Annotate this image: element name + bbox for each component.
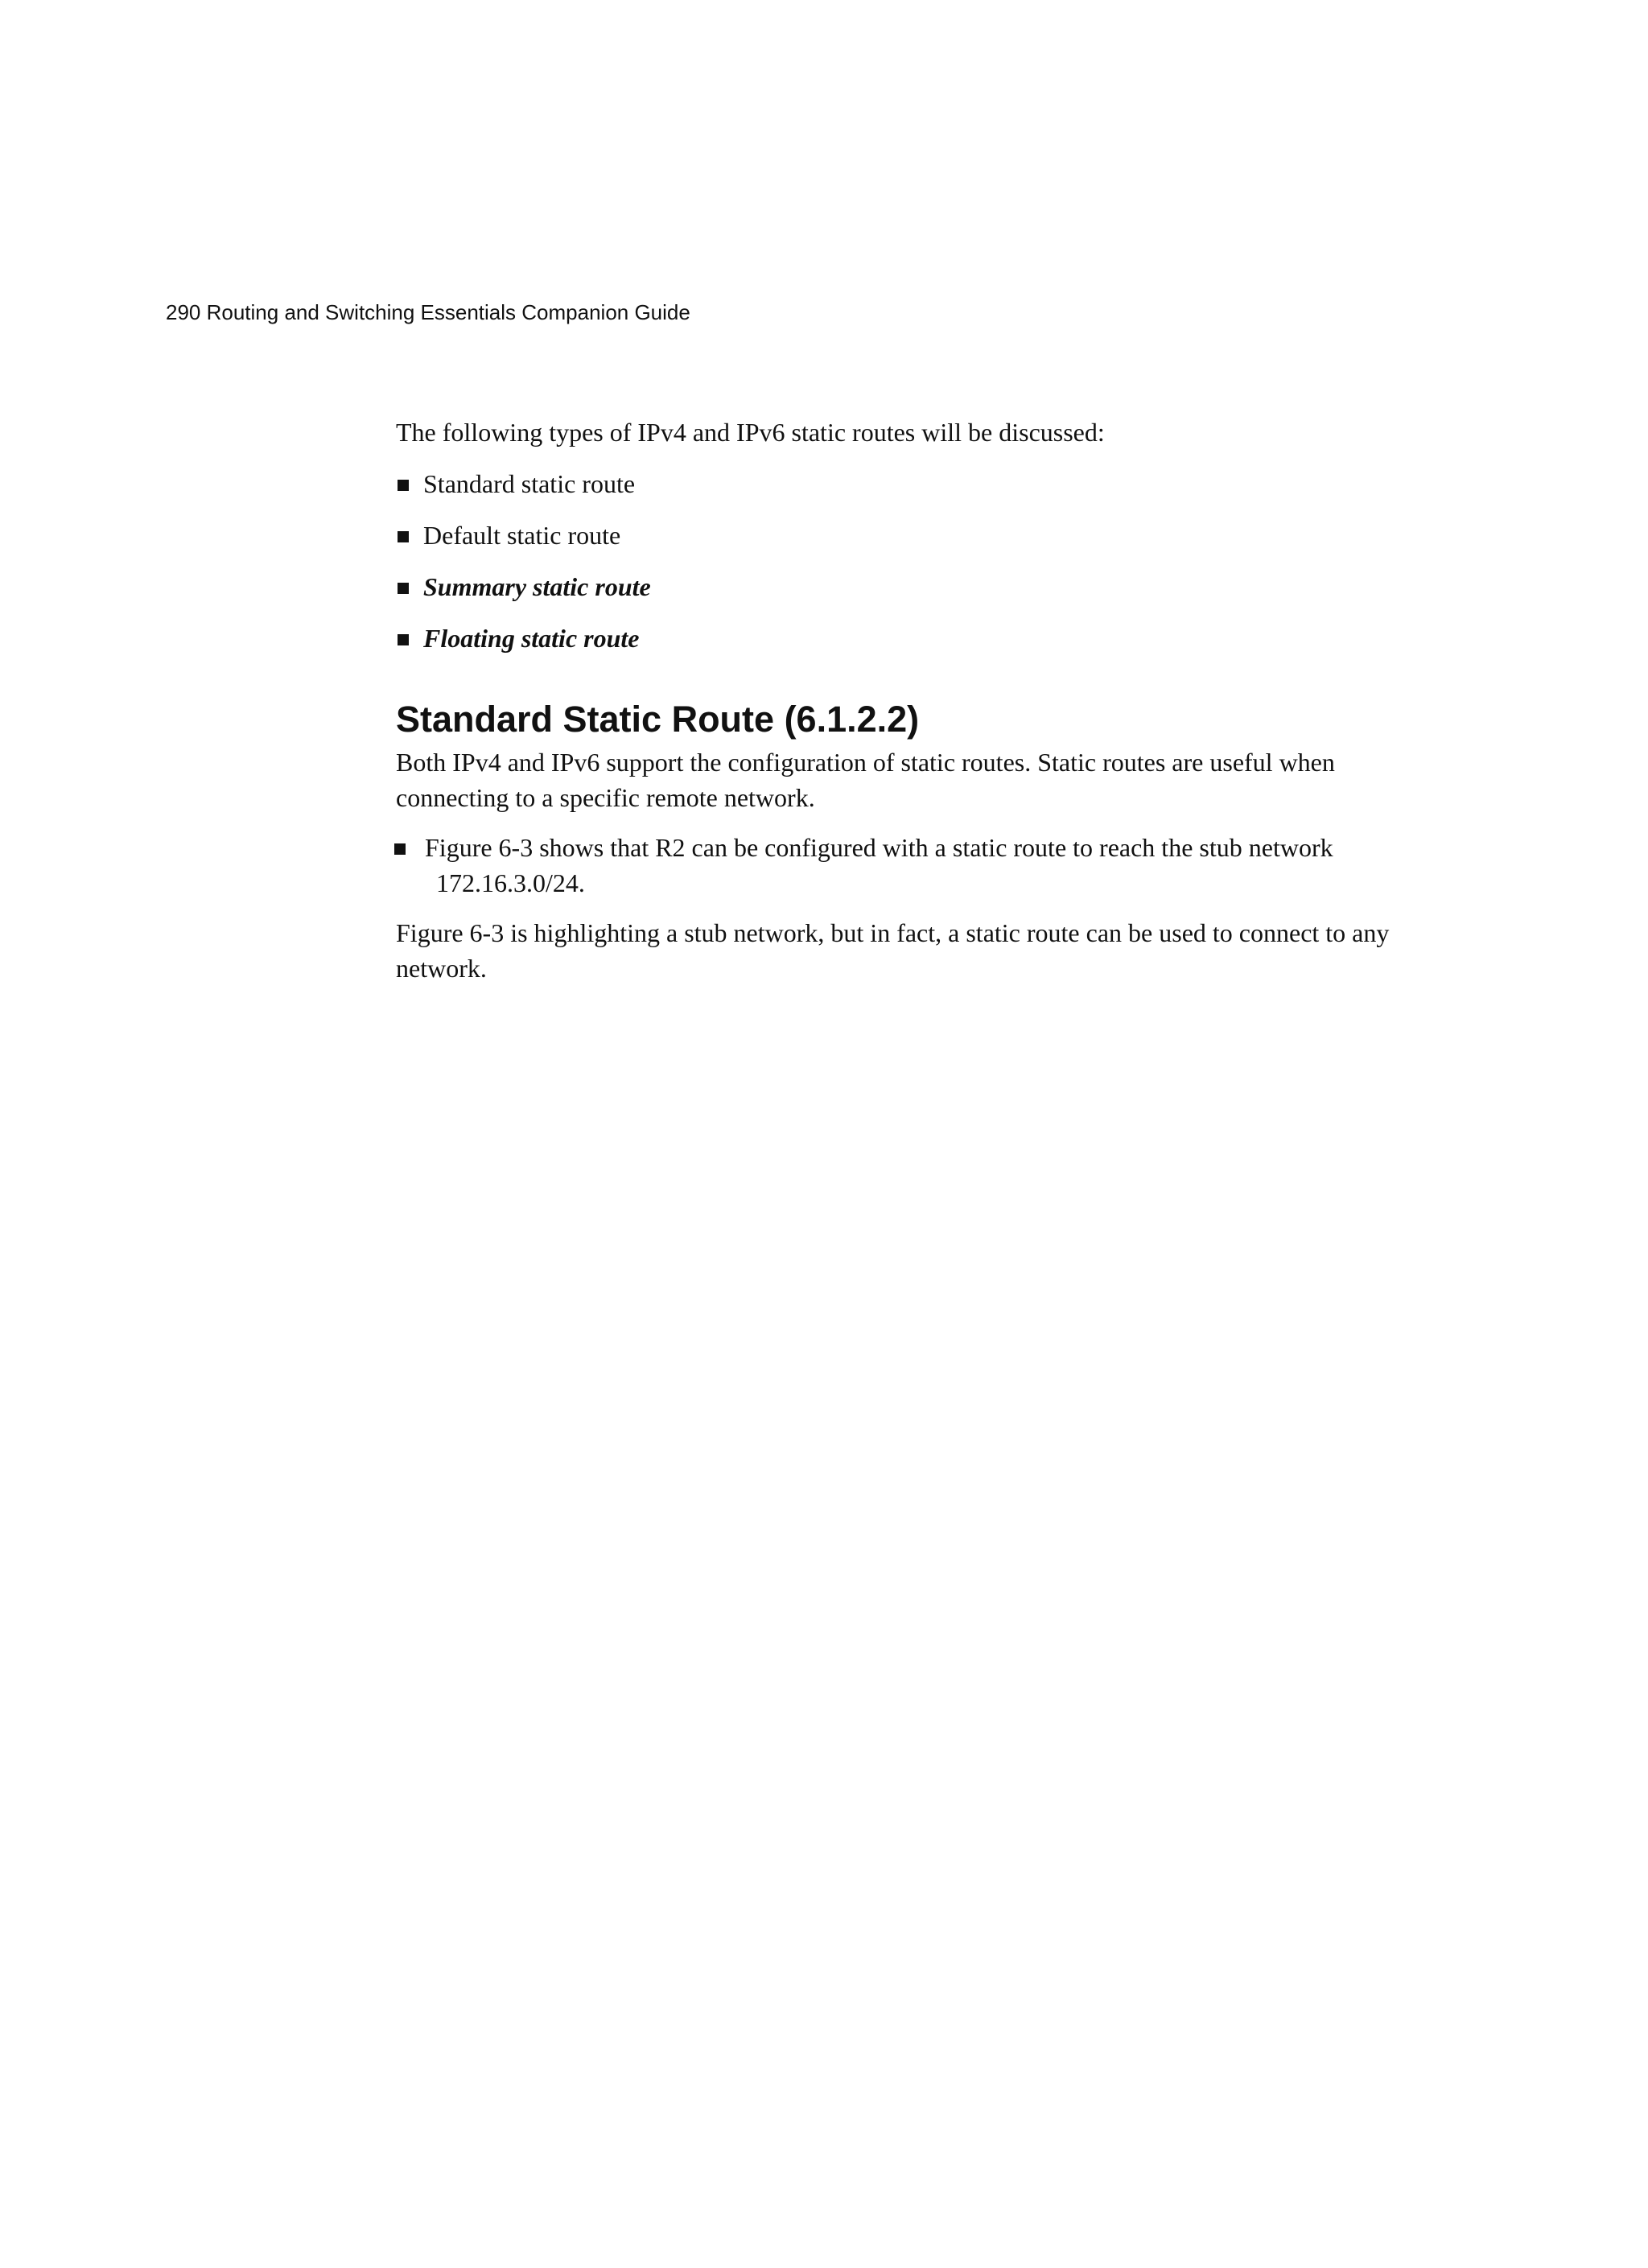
- list-item-label: Default static route: [423, 521, 621, 550]
- body-paragraph: Figure 6-3 is highlighting a stub network, but in fact, a static route can be used to connect to any network.: [396, 918, 1390, 983]
- square-bullet-icon: [398, 634, 409, 645]
- page-content: [396, 414, 1402, 1000]
- square-bullet-icon: [394, 843, 406, 855]
- list-item-label: Summary static route: [423, 572, 651, 601]
- running-header: 290 Routing and Switching Essentials Companion Guide: [166, 300, 690, 324]
- square-bullet-icon: [398, 583, 409, 594]
- list-item: [396, 466, 1402, 501]
- list-item-label: Floating static route: [423, 624, 640, 653]
- intro-paragraph: The following types of IPv4 and IPv6 static routes will be discussed:: [396, 418, 1105, 447]
- square-bullet-icon: [398, 480, 409, 491]
- list-item: [396, 621, 1402, 656]
- list-item-label: Standard static route: [423, 469, 636, 498]
- figure-bullet-item: [396, 830, 1402, 901]
- figure-bullet-line-1: Figure 6-3 shows that R2 can be configured with a static route to reach the stub network: [425, 833, 1333, 862]
- figure-bullet-line-2: 172.16.3.0/24.: [436, 868, 585, 897]
- square-bullet-icon: [398, 531, 409, 542]
- list-item: [396, 569, 1402, 604]
- route-type-list: [396, 466, 1402, 656]
- section-heading: Standard Static Route (6.1.2.2): [396, 699, 920, 740]
- list-item: [396, 518, 1402, 553]
- body-paragraph: Both IPv4 and IPv6 support the configuration of static routes. Static routes are useful when connecting to a specific remote network.: [396, 748, 1335, 812]
